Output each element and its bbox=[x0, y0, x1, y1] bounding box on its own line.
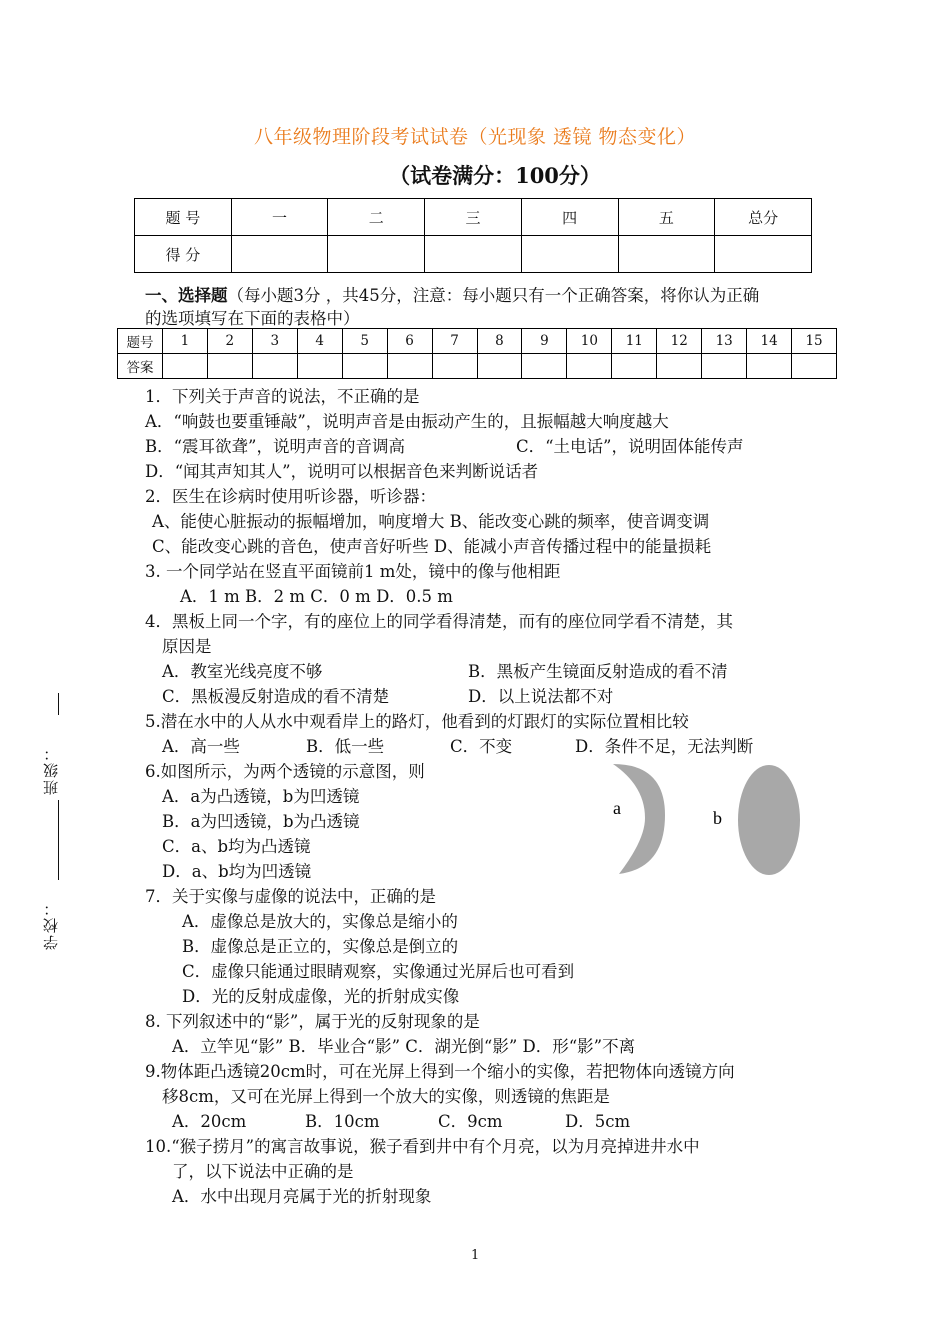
answer-header-cell: 7 bbox=[432, 329, 477, 354]
score-cell: 题 号 bbox=[135, 199, 232, 236]
exam-subtitle: （试卷满分：100分） bbox=[389, 163, 601, 188]
option-line: A．1 m B．2 m C．0 m D．0.5 m bbox=[180, 587, 453, 606]
option-line: D．以上说法都不对 bbox=[468, 687, 614, 706]
option-line: D．光的反射成虚像，光的折射成实像 bbox=[182, 987, 460, 1006]
answer-header-cell: 10 bbox=[567, 329, 612, 354]
answer-header-cell: 11 bbox=[612, 329, 657, 354]
option-line: A．水中出现月亮属于光的折射现象 bbox=[172, 1187, 432, 1206]
answer-input-cell[interactable] bbox=[567, 354, 612, 379]
question-10: 10.“猴子捞月”的寓言故事说，猴子看到井中有个月亮，以为月亮掉进井水中 bbox=[145, 1137, 700, 1156]
answer-header-cell: 14 bbox=[747, 329, 792, 354]
answer-table bbox=[117, 328, 837, 379]
question-4-cont: 原因是 bbox=[162, 637, 212, 656]
option-line: B．“震耳欲聋”，说明声音的音调高 bbox=[145, 437, 405, 456]
answer-input-cell[interactable] bbox=[657, 354, 702, 379]
answer-input-cell[interactable] bbox=[747, 354, 792, 379]
answer-table-answer-row bbox=[118, 354, 837, 379]
score-table bbox=[134, 198, 812, 273]
score-input-cell[interactable] bbox=[328, 236, 425, 273]
question-3: 3. 一个同学站在竖直平面镜前1 m处，镜中的像与他相距 bbox=[145, 562, 561, 581]
question-1: 1．下列关于声音的说法，不正确的是 bbox=[145, 387, 420, 406]
answer-input-cell[interactable] bbox=[477, 354, 522, 379]
answer-header-cell: 3 bbox=[252, 329, 297, 354]
lens-label-b: b bbox=[713, 808, 722, 828]
page-number: 1 bbox=[471, 1248, 480, 1263]
lens-label-a: a bbox=[613, 798, 621, 818]
option-line: A．“响鼓也要重锤敲”，说明声音是由振动产生的，且振幅越大响度越大 bbox=[145, 412, 669, 431]
answer-input-cell[interactable] bbox=[432, 354, 477, 379]
option-line: D．5cm bbox=[565, 1112, 631, 1131]
section1-note-line2: 的选项填写在下面的表格中） bbox=[145, 309, 360, 328]
score-input-cell[interactable] bbox=[231, 236, 328, 273]
score-input-cell[interactable] bbox=[521, 236, 618, 273]
question-9: 9.物体距凸透镜20cm时，可在光屏上得到一个缩小的实像，若把物体向透镜方向 bbox=[145, 1062, 735, 1081]
question-8: 8. 下列叙述中的“影”，属于光的反射现象的是 bbox=[145, 1012, 480, 1031]
question-6: 6.如图所示，为两个透镜的示意图，则 bbox=[145, 762, 425, 781]
answer-header-cell: 1 bbox=[162, 329, 207, 354]
answer-header-cell: 4 bbox=[297, 329, 342, 354]
convex-lens-shape bbox=[738, 765, 800, 875]
score-table-score-row bbox=[135, 236, 812, 273]
option-line: D．条件不足，无法判断 bbox=[575, 737, 754, 756]
score-input-cell[interactable] bbox=[425, 236, 522, 273]
option-line: A．20cm bbox=[172, 1112, 247, 1131]
score-label-cell: 得 分 bbox=[135, 236, 232, 273]
option-line: C．虚像只能通过眼睛观察，实像通过光屏后也可看到 bbox=[182, 962, 575, 981]
option-line: C．黑板漫反射造成的看不清楚 bbox=[162, 687, 390, 706]
answer-input-cell[interactable] bbox=[702, 354, 747, 379]
answer-input-cell[interactable] bbox=[207, 354, 252, 379]
score-cell: 总分 bbox=[715, 199, 812, 236]
answer-header-cell: 5 bbox=[342, 329, 387, 354]
question-10-cont: 了，以下说法中正确的是 bbox=[172, 1162, 354, 1181]
option-line: A．高一些 bbox=[162, 737, 240, 756]
answer-header-cell: 13 bbox=[702, 329, 747, 354]
class-underline bbox=[58, 693, 60, 715]
answer-input-cell[interactable] bbox=[792, 354, 837, 379]
score-table-header-row bbox=[135, 199, 812, 236]
score-cell: 五 bbox=[618, 199, 715, 236]
class-label: 班级： bbox=[42, 744, 60, 795]
section1-heading: 一、选择题 bbox=[145, 286, 228, 305]
section1-note: （每小题3分 ，共45分，注意：每小题只有一个正确答案，将你认为正确 bbox=[227, 286, 760, 305]
option-line: A．立竿见“影” B．毕业合“影” C．湖光倒“影” D．形“影”不离 bbox=[172, 1037, 636, 1056]
answer-input-cell[interactable] bbox=[342, 354, 387, 379]
option-line: D．a、b均为凹透镜 bbox=[162, 862, 312, 881]
section1-heading-line bbox=[145, 282, 759, 306]
score-input-cell[interactable] bbox=[715, 236, 812, 273]
answer-table-header-row bbox=[118, 329, 837, 354]
answer-header-cell: 8 bbox=[477, 329, 522, 354]
answer-header-cell: 9 bbox=[522, 329, 567, 354]
answer-input-cell[interactable] bbox=[297, 354, 342, 379]
option-line: C．不变 bbox=[450, 737, 513, 756]
question-5: 5.潜在水中的人从水中观看岸上的路灯，他看到的灯跟灯的实际位置相比较 bbox=[145, 712, 689, 731]
score-input-cell[interactable] bbox=[618, 236, 715, 273]
answer-input-cell[interactable] bbox=[387, 354, 432, 379]
school-underline bbox=[58, 800, 60, 880]
answer-input-cell[interactable] bbox=[162, 354, 207, 379]
option-line: C、能改变心跳的音色，使声音好听些 D、能减小声音传播过程中的能量损耗 bbox=[152, 537, 712, 556]
lens-figure bbox=[605, 760, 815, 878]
answer-header-cell: 题号 bbox=[118, 329, 163, 354]
option-line: C．a、b均为凸透镜 bbox=[162, 837, 311, 856]
option-line: B．10cm bbox=[305, 1112, 380, 1131]
score-cell: 三 bbox=[425, 199, 522, 236]
exam-title: 八年级物理阶段考试试卷（光现象 透镜 物态变化） bbox=[253, 126, 697, 148]
option-line: B．a为凹透镜，b为凸透镜 bbox=[162, 812, 360, 831]
answer-input-cell[interactable] bbox=[522, 354, 567, 379]
option-line: A．虚像总是放大的，实像总是缩小的 bbox=[182, 912, 458, 931]
score-cell: 四 bbox=[521, 199, 618, 236]
answer-header-cell: 12 bbox=[657, 329, 702, 354]
question-2: 2．医生在诊病时使用听诊器，听诊器： bbox=[145, 487, 436, 506]
option-line: A．教室光线亮度不够 bbox=[162, 662, 323, 681]
answer-input-cell[interactable] bbox=[252, 354, 297, 379]
question-9-cont: 移8cm，又可在光屏上得到一个放大的实像，则透镜的焦距是 bbox=[162, 1087, 610, 1106]
concave-lens-shape bbox=[613, 764, 665, 874]
school-label: 学校： bbox=[42, 899, 60, 950]
option-line: B．虚像总是正立的，实像总是倒立的 bbox=[182, 937, 459, 956]
answer-header-cell: 15 bbox=[792, 329, 837, 354]
question-7: 7．关于实像与虚像的说法中，正确的是 bbox=[145, 887, 436, 906]
answer-header-cell: 2 bbox=[207, 329, 252, 354]
score-cell: 二 bbox=[328, 199, 425, 236]
option-line: A、能使心脏振动的振幅增加，响度增大 B、能改变心跳的频率，使音调变调 bbox=[152, 512, 710, 531]
option-line: D．“闻其声知其人”，说明可以根据音色来判断说话者 bbox=[145, 462, 539, 481]
answer-input-cell[interactable] bbox=[612, 354, 657, 379]
answer-label-cell: 答案 bbox=[118, 354, 163, 379]
option-line: B．低一些 bbox=[306, 737, 385, 756]
option-line: C．“土电话”，说明固体能传声 bbox=[516, 437, 744, 456]
option-line: C．9cm bbox=[438, 1112, 503, 1131]
answer-header-cell: 6 bbox=[387, 329, 432, 354]
option-line: B．黑板产生镜面反射造成的看不清 bbox=[468, 662, 728, 681]
question-4: 4．黑板上同一个字，有的座位上的同学看得清楚，而有的座位同学看不清楚，其 bbox=[145, 612, 733, 631]
score-cell: 一 bbox=[231, 199, 328, 236]
option-line: A．a为凸透镜，b为凹透镜 bbox=[162, 787, 360, 806]
